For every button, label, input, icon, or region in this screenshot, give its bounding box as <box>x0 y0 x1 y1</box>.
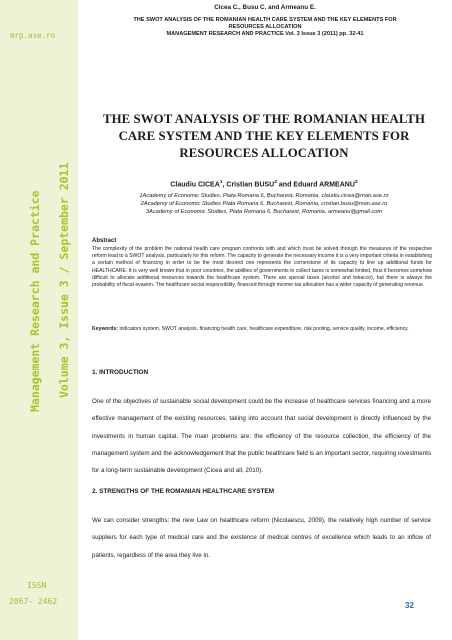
section-heading-strengths: 2. STRENGTHS OF THE ROMANIAN HEALTHCARE SYSTEM <box>92 488 275 495</box>
affiliation-2: 2Academy of Economic Studies Piata Romana 6, Bucharest, Romania, cristian.busu@man.ase.ro <box>140 201 388 207</box>
strengths-paragraph: We can consider strengths: the new Law on healthcare reform (Nicolaescu, 2009), the relatively high number of service suppliers for each type of medical care and the existence of medical centres of excellence which leads to an inflow of patients, regardless of the area they live in. <box>92 517 431 559</box>
site-url: mrp.ase.ro <box>10 31 56 40</box>
author-separator-and: and <box>276 181 294 189</box>
paper-title: THE SWOT ANALYSIS OF THE ROMANIAN HEALTH CARE SYSTEM AND THE KEY ELEMENTS FOR RESOURCES ALLOCATION <box>102 112 426 160</box>
running-header-citation: MANAGEMENT RESEARCH AND PRACTICE Vol. 3 Issue 3 (2011) pp. 32-41 <box>166 31 364 37</box>
issn-label: ISSN <box>27 581 47 590</box>
affiliation-3: 3Academy of Economic Studies, Piata Romana 6, Bucharest, Romania, armeanu@gmail.com <box>145 209 383 215</box>
keywords <box>92 326 432 333</box>
page-number: 32 <box>405 601 414 610</box>
journal-name: Management Research and Practice <box>28 190 42 412</box>
abstract-heading: Abstract <box>92 238 117 244</box>
author-1-mark: 1 <box>219 180 223 185</box>
author-3: Eduard ARMEANU <box>293 181 355 189</box>
section-heading-introduction: 1. INTRODUCTION <box>92 369 149 376</box>
journal-issue: Volume 3, Issue 3 / September 2011 <box>57 162 71 398</box>
abstract-text: The complexity of the problem the national health care program confronts with and which must be solved through the measures of the respective reform lead to a SWOT analysis, particularly for this reform. The capacity to generate the necessary income it is a very important criteria in establishing a certain method of financing in order to be the most desired one represents the cornerstone of its capacity to line up additional funds for HEALTHCARE. It is very well known that in poor countries, the abilities of governments to collect taxes is somewhat limited, thus it becomes somehow difficult to allocate additional resources towards the healthcare system. There are special taxes (alcohol and tobacco), but there is always the probability of fiscal evasion. The healthcare social responsibility, financed through income tax allocation has a wider capacity of generating revenue. <box>92 246 432 289</box>
author-2: Cristian BUSU <box>226 181 275 189</box>
author-3-mark: 3 <box>354 180 358 185</box>
keywords-label: Keywords: <box>92 326 119 332</box>
running-header-title-line2: RESOURCES ALLOCATION <box>228 24 302 30</box>
running-header-authors: Cicea C., Busu C. and Armeanu E. <box>214 4 316 11</box>
author-separator: , <box>222 181 227 189</box>
introduction-paragraph: One of the objectives of sustainable social development could be the increase of healthcare services financing and a more effective management of the existing resources, taking into account that social development is directly influenced by the investments in human capital. The main problems are: the efficiency of the resource collection, the efficiency of the management system and the acknowledgement that the public healthcare field is an important sector, requiring investments for a long-term sustainable development (Cicea and all, 2010). <box>92 398 431 475</box>
affiliation-1: 1Academy of Economic Studies, Piata Romana 6, Bucharest, Romania, claudiu.cicea@man.ase.ro <box>139 193 389 199</box>
running-header-title-line1: THE SWOT ANALYSIS OF THE ROMANIAN HEALTH CARE SYSTEM AND THE KEY ELEMENTS FOR <box>133 17 397 23</box>
author-1: Claudiu CICEA <box>170 181 220 189</box>
issn-number: 2067- 2462 <box>9 597 58 606</box>
author-2-mark: 2 <box>274 180 277 185</box>
author-list <box>100 180 428 188</box>
journal-sidebar <box>0 0 78 640</box>
keywords-text: indicators system, SWOT analysis, financing health care, healthcare expenditure, risk pooling, service quality, income, efficiency. <box>118 326 409 332</box>
